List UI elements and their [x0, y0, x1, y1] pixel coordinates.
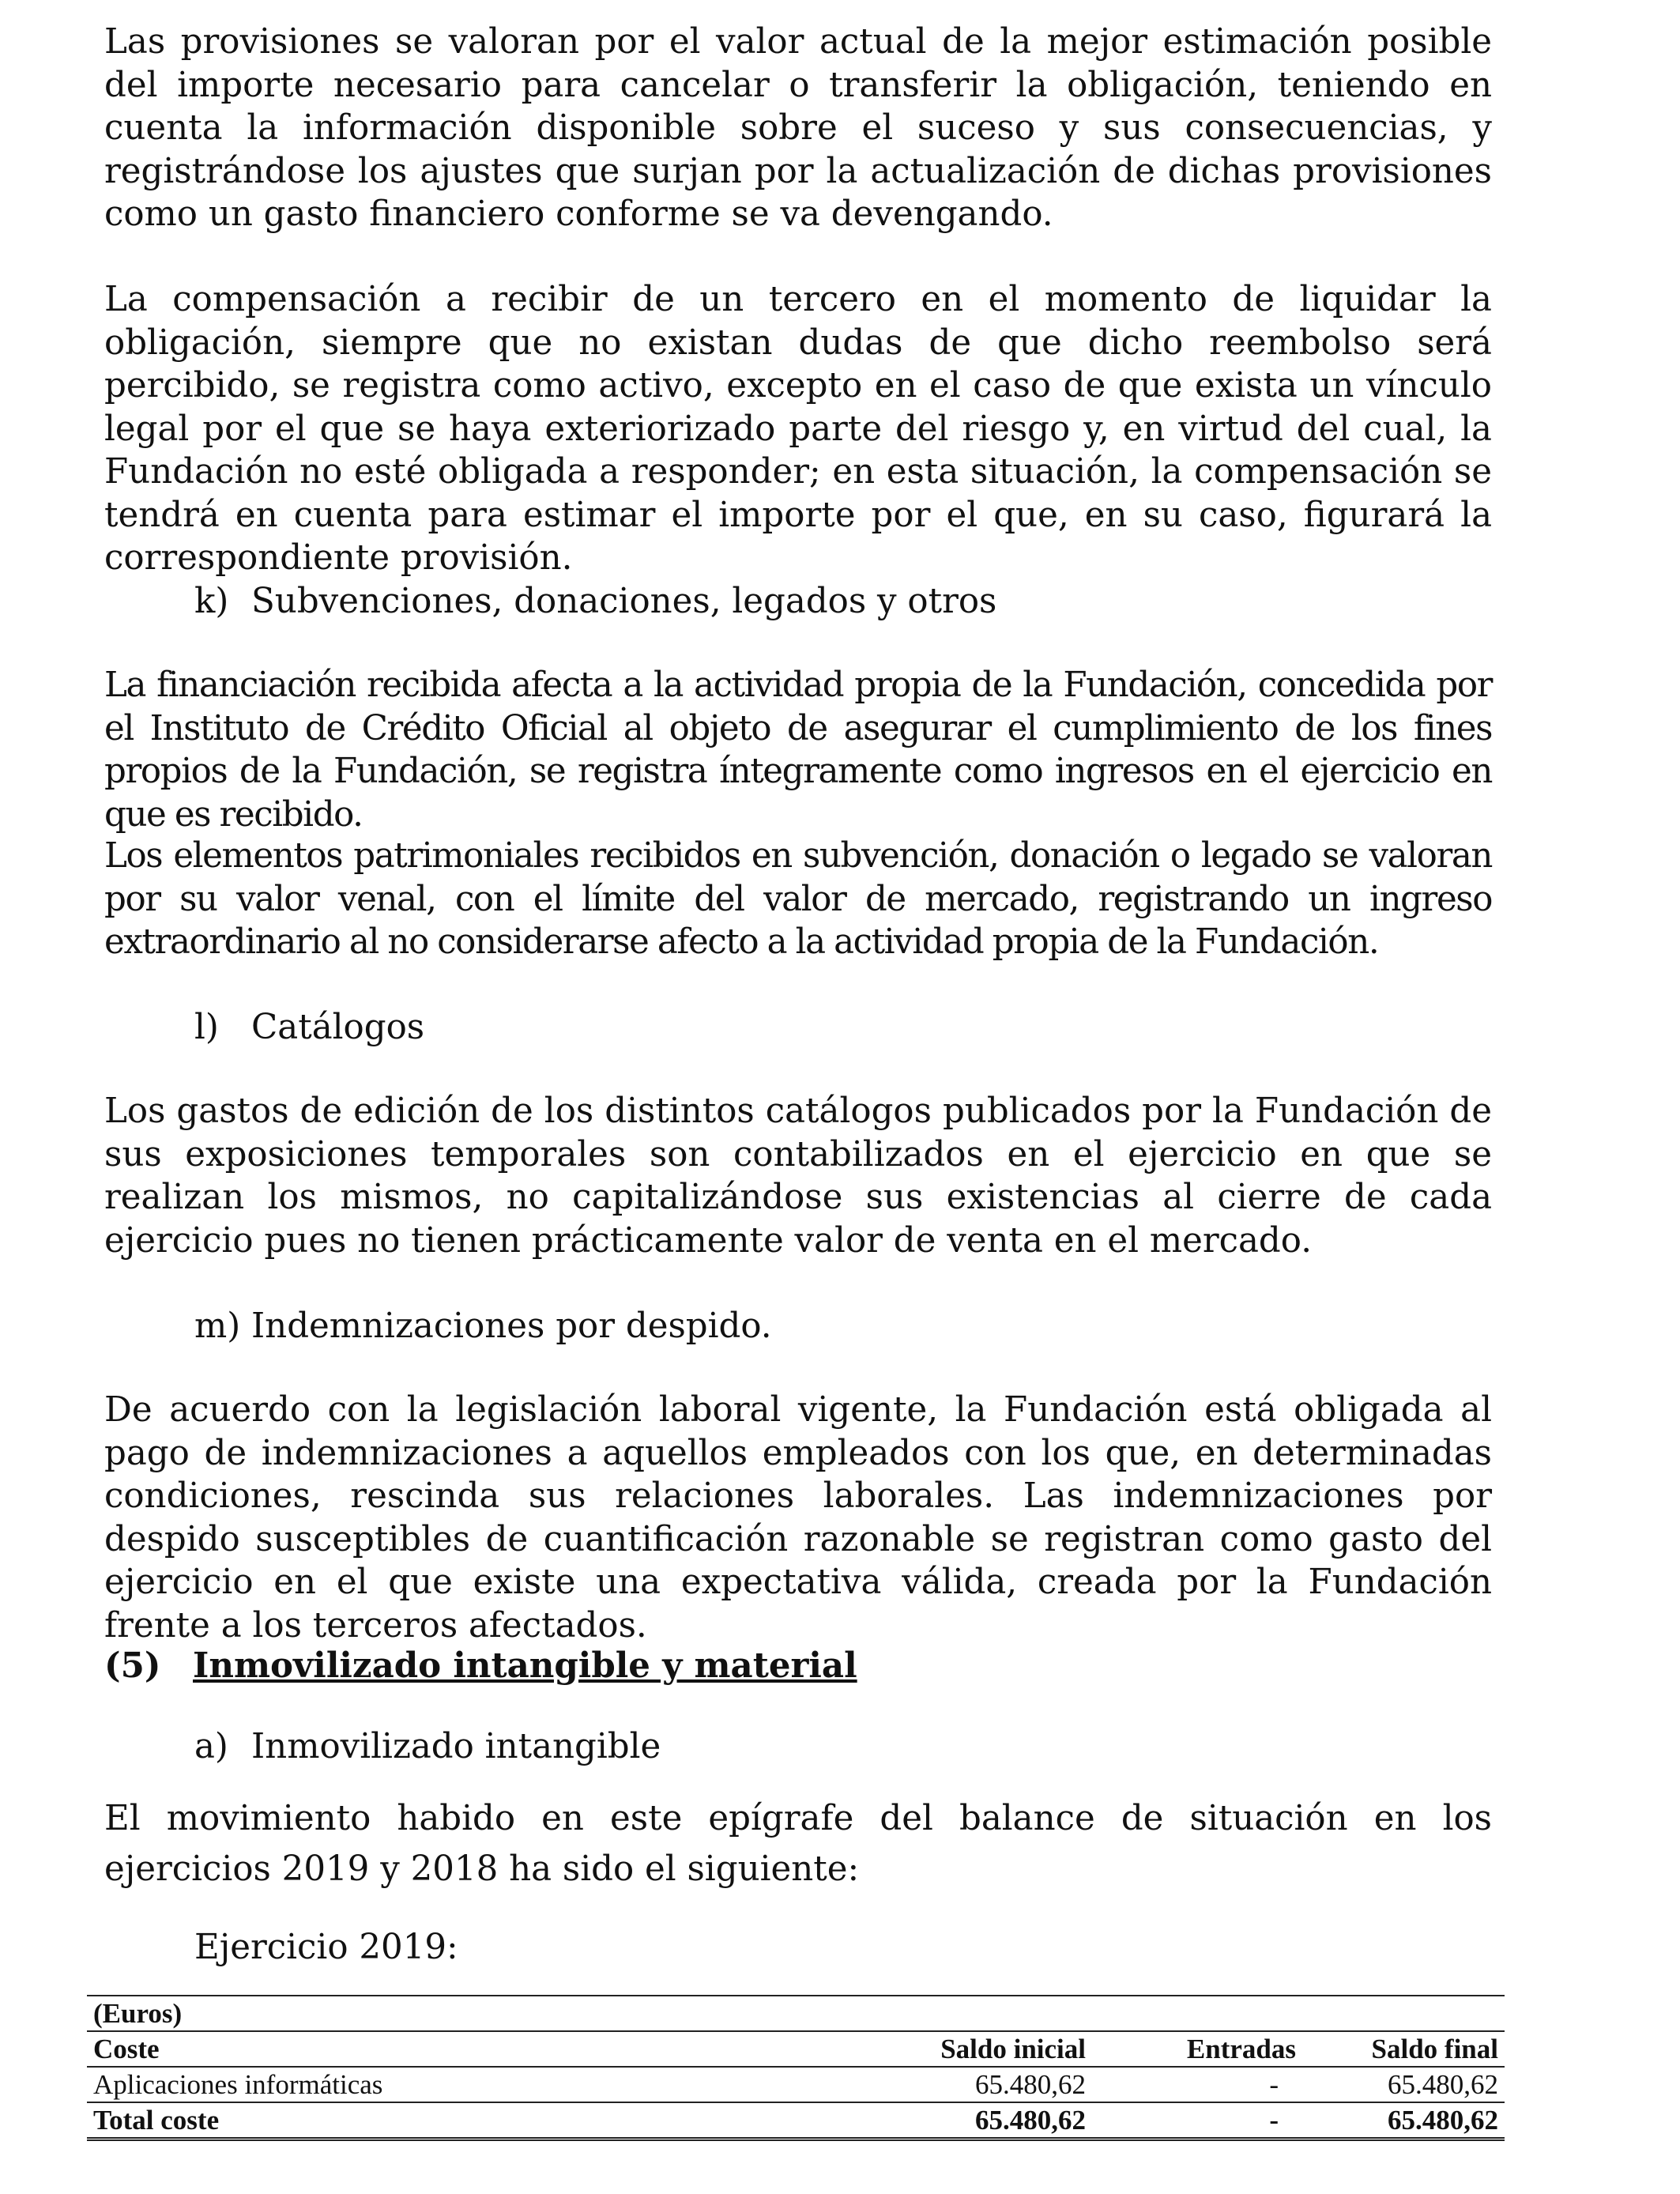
- paragraph-elementos-patrimoniales: Los elementos patrimoniales recibidos en subvención, donación o legado se valoran por su valor venal, con el límite del valor de mercado, registrando un ingreso extraordinario al no considerarse afecto a la actividad propia de la Fundación.: [104, 836, 1492, 962]
- table-header-row: [87, 2031, 1505, 2067]
- subheading-text: Indemnizaciones por despido.: [251, 1306, 772, 1346]
- subheading-inmovilizado-intangible: [194, 1725, 1492, 1768]
- year-label: Ejercicio 2019:: [194, 1928, 458, 1967]
- paragraph-indemnizaciones: De acuerdo con la legislación laboral vigente, la Fundación está obligada al pago de indemnizaciones a aquellos empleados con los que, en determinadas condiciones, rescinda sus relaciones laborales. Las indemnizaciones por despido susceptibles de cuantificación razonable se registran como gasto del ejercicio en el que existe una expectativa válida, creada por la Fundación frente a los terceros afectados.: [104, 1390, 1492, 1646]
- paragraph-compensacion: La compensación a recibir de un tercero en el momento de liquidar la obligación, siempre que no existan dudas de que dicho reembolso será percibido, se registra como activo, excepto en el caso de que exista un vínculo legal por el que se haya exteriorizado parte del riesgo y, en virtud del cual, la Fundación no esté obligada a responder; en esta situación, la compensación se tendrá en cuenta para estimar el importe por el que, en su caso, figurará la correspondiente provisión.: [104, 280, 1492, 578]
- paragraph-provisiones-valoracion: Las provisiones se valoran por el valor actual de la mejor estimación posible del importe necesario para cancelar o transferir la obligación, teniendo en cuenta la información disponible sobre el suceso y sus consecuencias, y registrándose los ajustes que surjan por la actualización de dichas provisiones como un gasto financiero conforme se va devengando.: [104, 22, 1492, 234]
- paragraph-financiacion: La financiación recibida afecta a la actividad propia de la Fundación, concedida por el Instituto de Crédito Oficial al objeto de asegurar el cumplimiento de los fines propios de la Fundación, se registra íntegramente como ingresos en el ejercicio en que es recibido.: [104, 665, 1492, 835]
- table-cell-saldo-inicial: 65.480,62: [975, 2069, 1086, 2100]
- table-row: [87, 2067, 1505, 2102]
- subheading-catalogos: [194, 1006, 1492, 1049]
- subheading-text: Subvenciones, donaciones, legados y otros: [251, 582, 997, 621]
- paragraph-movimiento: El movimiento habido en este epígrafe del balance de situación en los ejercicios 2019 y 2018 ha sido el siguiente:: [104, 1799, 1492, 1889]
- document-page: [104, 21, 1492, 1969]
- subheading-marker: k): [194, 582, 229, 621]
- table-total-saldo-final: 65.480,62: [1302, 2102, 1505, 2139]
- cost-table: [87, 1995, 1505, 2141]
- section-heading: [104, 1645, 1492, 1689]
- table-cell-entradas: -: [1269, 2069, 1279, 2100]
- table-unit-row: [87, 1996, 1505, 2031]
- table-cell-saldo-final: 65.480,62: [1388, 2069, 1498, 2100]
- subheading-marker: a): [194, 1727, 228, 1766]
- subheading-subvenciones: [194, 580, 1492, 623]
- table-cell-concept: Aplicaciones informáticas: [93, 2069, 383, 2100]
- table-total-row: [87, 2102, 1505, 2139]
- table-header-entradas: Entradas: [1092, 2031, 1302, 2067]
- table-header-saldo-final: Saldo final: [1302, 2031, 1505, 2067]
- subheading-marker: l): [194, 1008, 219, 1047]
- table-total-entradas: -: [1092, 2102, 1302, 2139]
- subheading-text: Inmovilizado intangible: [251, 1727, 661, 1766]
- table-total-saldo-inicial: 65.480,62: [811, 2102, 1092, 2139]
- section-title: Inmovilizado intangible y material: [193, 1646, 857, 1686]
- subheading-text: Catálogos: [251, 1008, 425, 1047]
- subheading-indemnizaciones: [194, 1305, 1492, 1348]
- paragraph-catalogos: Los gastos de edición de los distintos catálogos publicados por la Fundación de sus exposiciones temporales son contabilizados en el ejercicio en que se realizan los mismos, no capitalizándose sus existencias al cierre de cada ejercicio pues no tienen prácticamente valor de venta en el mercado.: [104, 1091, 1492, 1261]
- subheading-marker: m): [194, 1306, 241, 1346]
- table-header-coste: Coste: [87, 2031, 811, 2067]
- table-total-label: Total coste: [87, 2102, 811, 2139]
- table-unit-label: (Euros): [87, 1996, 811, 2031]
- section-number: (5): [104, 1646, 161, 1686]
- table-header-saldo-inicial: Saldo inicial: [811, 2031, 1092, 2067]
